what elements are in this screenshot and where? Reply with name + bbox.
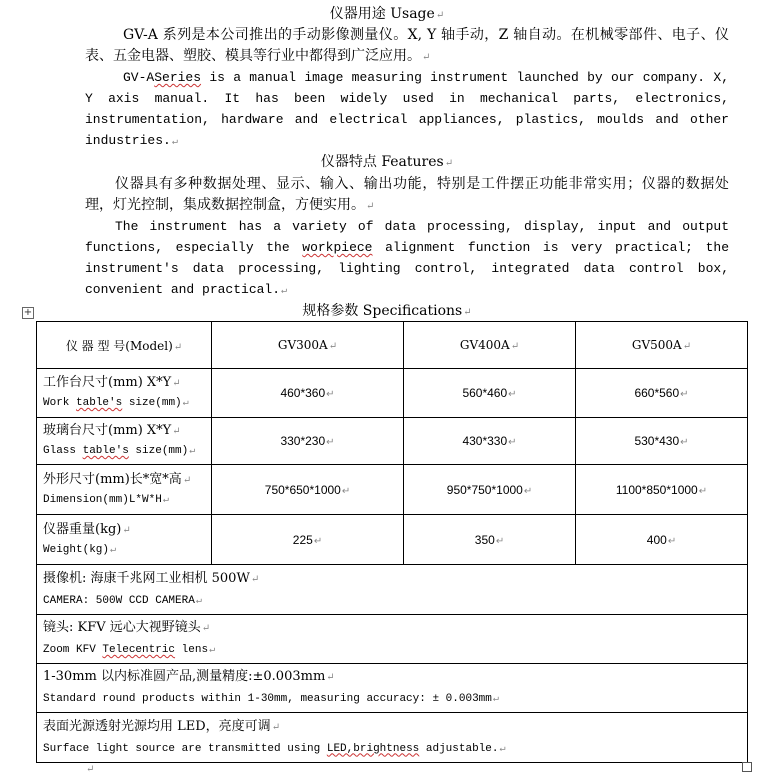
specs-heading: 规格参数 Specifications↵ [302,303,472,319]
row-label-cell: 外形尺寸(mm)长*宽*高↵ Dimension(mm)L*W*H↵ [37,465,212,515]
model-label-cell: 仪 器 型 号(Model)↵ [37,322,212,369]
table-row-light [37,713,748,763]
row-label-cell: 工作台尺寸(mm) X*Y↵ Work table's size(mm)↵ [37,369,212,418]
usage-heading: 仪器用途 Usage↵ [329,6,445,22]
value-cell: 750*650*1000↵ [212,465,404,515]
table-row-model [37,322,748,369]
value-cell: 460*360↵ [212,369,404,418]
lens-cell: 镜头: KFV 远心大视野镜头↵ Zoom KFV Telecentric lens↵ [37,615,748,664]
features-zh-paragraph: 仪器具有多种数据处理、显示、输入、输出功能，特别是工件摆正功能非常实用；仪器的数据处理，灯光控制，集成数据控制盒，方便实用。↵ [85,176,729,213]
value-cell: 330*230↵ [212,418,404,465]
table-row-camera [37,565,748,615]
features-en-paragraph: The instrument has a variety of data processing, display, input and output functions, especially the workpiece alignment function is very practical; the instrument's data processing, lighting control, integrated data control box, convenient and practical.↵ [85,219,729,297]
table-row-lens [37,615,748,664]
usage-en-paragraph: GV-ASeries is a manual image measuring instrument launched by our company. X, Y axis manual. It has been widely used in mechanical parts, electronics, instrumentation, hardware and electrical appliances, plastics, moulds and other industries.↵ [85,70,729,148]
table-row-accuracy [37,664,748,713]
usage-zh-paragraph: GV-A 系列是本公司推出的手动影像测量仪。X, Y 轴手动，Z 轴自动。在机械零部件、电子、仪表、五金电器、塑胶、模具等行业中都得到广泛应用。↵ [85,27,729,64]
accuracy-cell: 1-30mm 以内标准圆产品,测量精度:±0.003mm↵ Standard round products within 1-30mm, measuring accuracy: ± 0.003mm↵ [37,664,748,713]
model-cell: GV300A↵ [212,322,404,369]
value-cell: 530*430↵ [576,418,748,465]
value-cell: 430*330↵ [404,418,576,465]
value-cell: 400↵ [576,515,748,565]
value-cell: 560*460↵ [404,369,576,418]
camera-cell: 摄像机: 海康千兆网工业相机 500W↵ CAMERA: 500W CCD CAMERA↵ [37,565,748,615]
light-cell: 表面光源透射光源均用 LED，亮度可调↵ Surface light source are transmitted using LED,brightness adjustable.↵ [37,713,748,763]
row-label-cell: 玻璃台尺寸(mm) X*Y↵ Glass table's size(mm)↵ [37,418,212,465]
row-label-cell: 仪器重量(kg)↵ Weight(kg)↵ [37,515,212,565]
value-cell: 350↵ [404,515,576,565]
specifications-table [36,321,748,763]
table-row [37,418,748,465]
model-cell: GV500A↵ [576,322,748,369]
table-row [37,369,748,418]
table-row [37,465,748,515]
value-cell: 950*750*1000↵ [404,465,576,515]
table-row [37,515,748,565]
value-cell: 660*560↵ [576,369,748,418]
table-move-handle[interactable]: + [23,307,33,318]
value-cell: 225↵ [212,515,404,565]
value-cell: 1100*850*1000↵ [576,465,748,515]
paragraph-mark: ↵ [86,764,95,775]
model-cell: GV400A↵ [404,322,576,369]
features-heading: 仪器特点 Features↵ [320,154,454,170]
table-resize-handle[interactable] [742,762,752,772]
